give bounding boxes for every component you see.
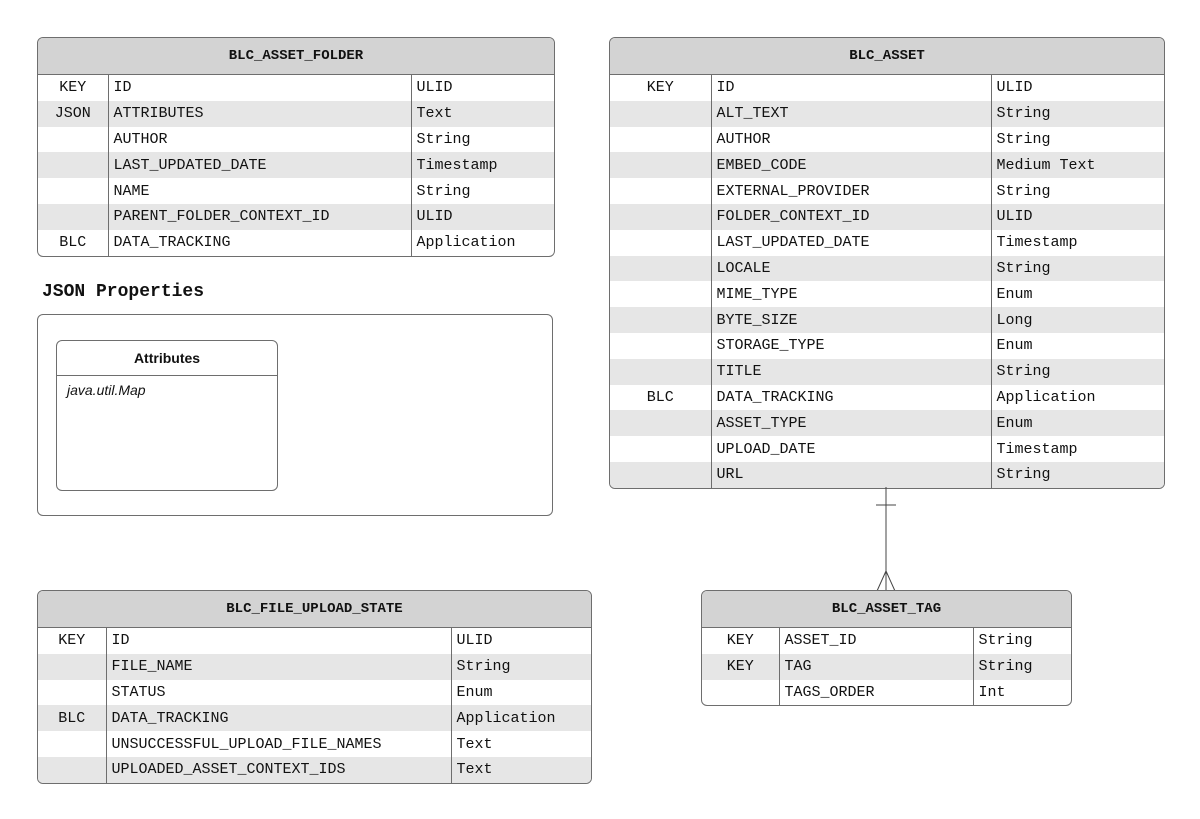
column-key — [610, 307, 711, 333]
column-key — [38, 654, 106, 680]
json-properties-container — [37, 314, 553, 516]
column-row — [610, 462, 1164, 488]
column-type: String — [991, 462, 1164, 488]
column-row — [702, 628, 1071, 654]
entity-columns — [702, 628, 1071, 705]
column-type: Text — [451, 757, 591, 783]
column-type: Timestamp — [996, 440, 1078, 458]
column-row — [38, 152, 554, 178]
column-name: EMBED_CODE — [711, 152, 991, 178]
column-key — [610, 281, 711, 307]
column-type: String — [991, 256, 1164, 282]
column-type: Enum — [996, 285, 1033, 303]
column-type: String — [996, 182, 1051, 200]
column-row — [610, 385, 1164, 411]
column-name: DATA_TRACKING — [108, 230, 411, 256]
column-key — [38, 680, 106, 706]
column-row — [610, 204, 1164, 230]
column-name: FILE_NAME — [106, 654, 451, 680]
column-name: MIME_TYPE — [711, 281, 991, 307]
entity-title: BLC_ASSET — [610, 38, 1164, 75]
column-type: Enum — [996, 337, 1033, 355]
column-type: ULID — [456, 632, 493, 650]
column-row — [38, 230, 554, 256]
column-name: LOCALE — [711, 256, 991, 282]
column-name: FOLDER_CONTEXT_ID — [711, 204, 991, 230]
entity-columns — [38, 75, 554, 256]
column-key — [38, 757, 106, 783]
column-key — [610, 333, 711, 359]
column-type: Int — [978, 683, 1006, 701]
column-key — [610, 101, 711, 127]
column-type: String — [991, 359, 1164, 385]
column-type: String — [416, 130, 471, 148]
column-row — [38, 75, 554, 101]
column-type: Application — [996, 388, 1096, 406]
column-type: Medium Text — [991, 152, 1164, 178]
column-key — [610, 230, 711, 256]
column-row — [702, 680, 1071, 706]
column-type: String — [996, 130, 1051, 148]
column-type: Timestamp — [411, 152, 554, 178]
entity-title: BLC_FILE_UPLOAD_STATE — [38, 591, 591, 628]
entity-title: BLC_ASSET_TAG — [702, 591, 1071, 628]
entity-columns — [610, 75, 1164, 488]
column-type: Enum — [991, 410, 1164, 436]
column-type: String — [991, 101, 1164, 127]
column-row — [610, 307, 1164, 333]
column-key: KEY — [610, 75, 711, 101]
column-name: ASSET_ID — [779, 628, 973, 654]
column-key: BLC — [610, 385, 711, 411]
column-key — [38, 127, 108, 153]
column-key — [38, 152, 108, 178]
column-type: Enum — [456, 683, 493, 701]
column-row — [38, 654, 591, 680]
column-row — [610, 410, 1164, 436]
many-marker-left — [877, 571, 886, 591]
column-row — [702, 654, 1071, 680]
column-key — [610, 204, 711, 230]
column-row — [38, 101, 554, 127]
column-name: ID — [108, 75, 411, 101]
column-key: BLC — [38, 230, 108, 256]
column-name: PARENT_FOLDER_CONTEXT_ID — [108, 204, 411, 230]
column-key — [610, 152, 711, 178]
column-key: KEY — [38, 75, 108, 101]
column-key — [610, 127, 711, 153]
column-name: LAST_UPDATED_DATE — [108, 152, 411, 178]
column-type: ULID — [411, 204, 554, 230]
column-type: String — [451, 654, 591, 680]
column-key: KEY — [702, 628, 779, 654]
column-key — [610, 178, 711, 204]
column-row — [610, 436, 1164, 462]
column-name: AUTHOR — [711, 127, 991, 153]
column-type: Application — [451, 705, 591, 731]
column-type: ULID — [416, 79, 453, 97]
column-row — [38, 628, 591, 654]
column-key: BLC — [38, 705, 106, 731]
column-key — [610, 256, 711, 282]
column-name: BYTE_SIZE — [711, 307, 991, 333]
column-name: TAG — [779, 654, 973, 680]
column-row — [610, 127, 1164, 153]
column-name: ID — [711, 75, 991, 101]
column-key — [38, 178, 108, 204]
column-name: STATUS — [106, 680, 451, 706]
json-properties-title: JSON Properties — [42, 282, 205, 302]
json-card-title: Attributes — [57, 341, 277, 376]
column-key — [610, 410, 711, 436]
column-type: Timestamp — [996, 234, 1078, 252]
column-name: ID — [106, 628, 451, 654]
column-name: ALT_TEXT — [711, 101, 991, 127]
column-name: UNSUCCESSFUL_UPLOAD_FILE_NAMES — [106, 731, 451, 757]
column-name: DATA_TRACKING — [711, 385, 991, 411]
column-key — [610, 436, 711, 462]
column-name: TAGS_ORDER — [779, 680, 973, 706]
column-key — [610, 359, 711, 385]
column-type: Long — [991, 307, 1164, 333]
column-name: LAST_UPDATED_DATE — [711, 230, 991, 256]
column-row — [610, 75, 1164, 101]
column-type: Application — [416, 234, 516, 252]
column-name: TITLE — [711, 359, 991, 385]
column-type: Text — [411, 101, 554, 127]
column-key: KEY — [38, 628, 106, 654]
column-type: ULID — [996, 79, 1033, 97]
column-row — [610, 333, 1164, 359]
column-row — [610, 152, 1164, 178]
column-row — [38, 127, 554, 153]
column-key — [610, 462, 711, 488]
many-marker-right — [886, 571, 895, 591]
column-row — [38, 680, 591, 706]
column-name: UPLOAD_DATE — [711, 436, 991, 462]
column-row — [610, 281, 1164, 307]
column-name: ASSET_TYPE — [711, 410, 991, 436]
column-type: Text — [456, 735, 493, 753]
column-row — [610, 256, 1164, 282]
column-name: URL — [711, 462, 991, 488]
column-key — [38, 204, 108, 230]
column-name: NAME — [108, 178, 411, 204]
column-name: STORAGE_TYPE — [711, 333, 991, 359]
column-key — [702, 680, 779, 706]
column-row — [610, 178, 1164, 204]
column-row — [38, 757, 591, 783]
column-name: DATA_TRACKING — [106, 705, 451, 731]
entity-columns — [38, 628, 591, 783]
json-attributes-card — [56, 340, 278, 491]
column-type: ULID — [991, 204, 1164, 230]
column-row — [610, 230, 1164, 256]
entity-title: BLC_ASSET_FOLDER — [38, 38, 554, 75]
column-key: KEY — [702, 654, 779, 680]
column-row — [38, 705, 591, 731]
column-name: ATTRIBUTES — [108, 101, 411, 127]
column-key — [38, 731, 106, 757]
column-row — [610, 359, 1164, 385]
column-type: String — [416, 182, 471, 200]
column-row — [38, 178, 554, 204]
column-type: String — [978, 632, 1033, 650]
column-row — [610, 101, 1164, 127]
column-row — [38, 204, 554, 230]
entity-blc-asset-tag — [701, 590, 1072, 706]
column-name: AUTHOR — [108, 127, 411, 153]
column-name: UPLOADED_ASSET_CONTEXT_IDS — [106, 757, 451, 783]
column-row — [38, 731, 591, 757]
column-key: JSON — [38, 101, 108, 127]
json-card-type: java.util.Map — [67, 382, 146, 398]
entity-blc-file-upload-state — [37, 590, 592, 784]
column-type: String — [973, 654, 1071, 680]
column-name: EXTERNAL_PROVIDER — [711, 178, 991, 204]
entity-blc-asset — [609, 37, 1165, 489]
entity-blc-asset-folder — [37, 37, 555, 257]
